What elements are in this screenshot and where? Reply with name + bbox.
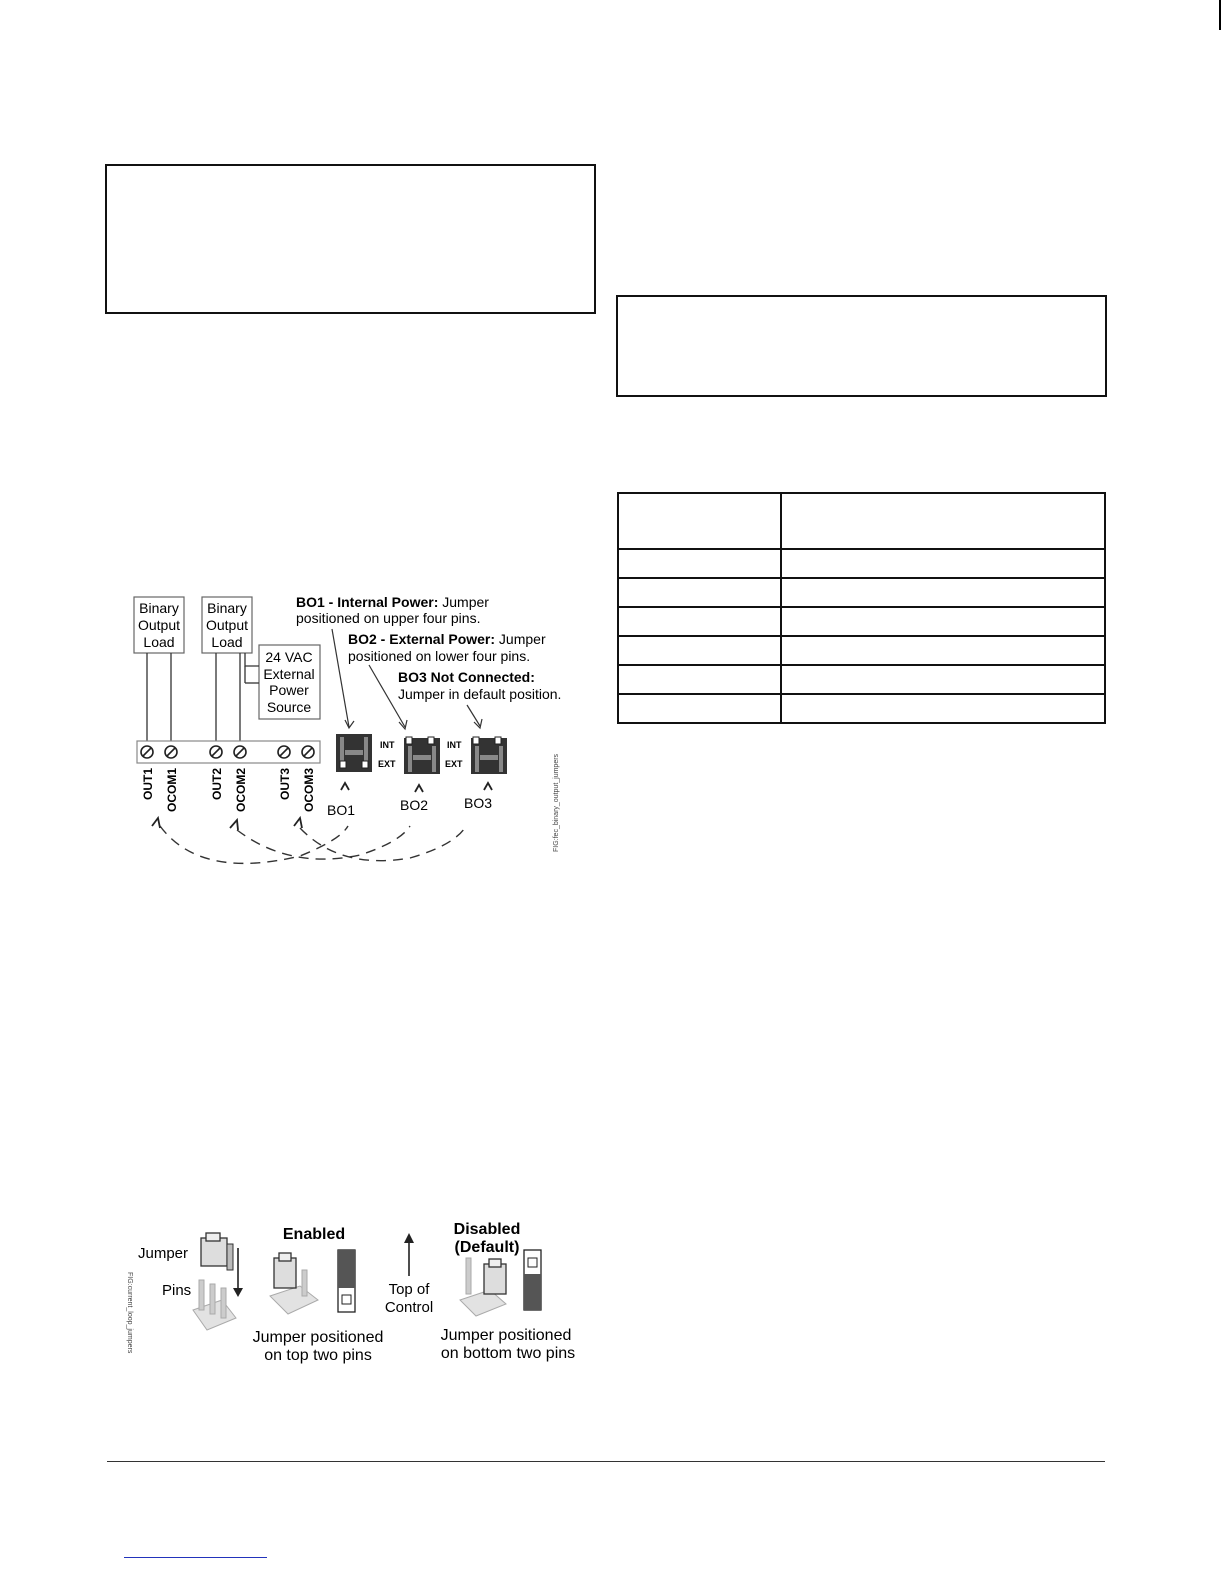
int-label-2: INT xyxy=(447,740,462,750)
power-line4: Source xyxy=(266,699,312,715)
disabled-jumper-icon xyxy=(460,1258,506,1316)
jumper-label-bo2: BO2 xyxy=(399,797,429,813)
pin-header-icon xyxy=(193,1280,236,1330)
bo1-callout-line2: positioned on upper four pins. xyxy=(296,610,481,626)
jumper-label: Jumper xyxy=(138,1245,189,1262)
figure2-code: FIG:current_loop_jumpers xyxy=(126,1272,133,1354)
load2-line1: Binary xyxy=(207,600,247,616)
notice-box-right xyxy=(616,295,1107,397)
terminal-ocom2: OCOM2 xyxy=(234,767,248,812)
jumper-bo3 xyxy=(471,737,507,774)
power-line3: Power xyxy=(269,682,309,698)
page-edge-mark xyxy=(1219,0,1221,30)
table-cell xyxy=(781,549,1105,578)
bo3-callout: BO3 Not Connected: xyxy=(398,669,535,685)
jumper-label-bo3: BO3 xyxy=(463,795,493,811)
bo2-callout: BO2 - External Power: Jumper xyxy=(348,631,546,647)
jumper-bo2 xyxy=(404,737,440,774)
enabled-switch-icon xyxy=(338,1250,355,1312)
jumper-label-bo1: BO1 xyxy=(326,802,356,818)
table-cell xyxy=(618,493,781,549)
table-row xyxy=(618,694,1105,723)
loose-jumper-icon xyxy=(201,1233,233,1270)
enabled-jumper-icon xyxy=(270,1253,318,1314)
up-arrow-head xyxy=(404,1233,414,1243)
jumper-bo1 xyxy=(336,734,372,772)
footer-rule xyxy=(107,1461,1105,1462)
footer-link-underline[interactable] xyxy=(124,1557,267,1558)
load1-line2: Output xyxy=(137,617,181,633)
terminal-arrows xyxy=(152,818,302,830)
table-cell xyxy=(781,694,1105,723)
wires xyxy=(147,653,259,745)
load1-line3: Load xyxy=(143,634,175,650)
table-row xyxy=(618,636,1105,665)
table-cell xyxy=(781,578,1105,607)
table-row xyxy=(618,549,1105,578)
table-cell xyxy=(781,493,1105,549)
association-curves xyxy=(160,826,466,863)
table-cell xyxy=(781,607,1105,636)
down-arrow-head xyxy=(233,1288,243,1297)
table-row xyxy=(618,665,1105,694)
terminal-out1: OUT1 xyxy=(141,767,155,800)
ext-label-1: EXT xyxy=(378,759,396,769)
top-label-1: Top of xyxy=(388,1281,430,1298)
bo1-callout: BO1 - Internal Power: Jumper xyxy=(296,594,489,610)
power-line1: 24 VAC xyxy=(265,649,313,665)
disabled-label-2: (Default) xyxy=(454,1239,520,1256)
int-label-1: INT xyxy=(380,740,395,750)
enabled-caption-1: Jumper positioned xyxy=(252,1329,384,1346)
disabled-label-1: Disabled xyxy=(453,1221,521,1238)
bo2-callout-line2: positioned on lower four pins. xyxy=(348,648,531,664)
bo3-callout-line2: Jumper in default position. xyxy=(398,686,562,702)
table-cell xyxy=(618,549,781,578)
current-loop-jumper-figure xyxy=(125,1215,585,1370)
power-line2: External xyxy=(263,666,315,682)
spec-table xyxy=(617,492,1106,724)
load1-line1: Binary xyxy=(139,600,179,616)
disabled-caption-2: on bottom two pins xyxy=(440,1345,576,1362)
binary-output-jumper-figure xyxy=(120,585,590,870)
ext-label-2: EXT xyxy=(445,759,463,769)
terminal-ocom3: OCOM3 xyxy=(302,767,316,812)
table-row xyxy=(618,607,1105,636)
notice-box-left xyxy=(105,164,596,314)
terminal-out2: OUT2 xyxy=(210,767,224,800)
load2-line2: Output xyxy=(205,617,249,633)
enabled-caption-2: on top two pins xyxy=(264,1347,372,1364)
load2-line3: Load xyxy=(211,634,243,650)
table-cell xyxy=(618,636,781,665)
table-cell xyxy=(618,694,781,723)
terminal-out3: OUT3 xyxy=(278,767,292,800)
table-cell xyxy=(781,665,1105,694)
pins-label: Pins xyxy=(162,1282,192,1299)
disabled-switch-icon xyxy=(524,1250,541,1310)
jumper-arrows xyxy=(341,783,492,792)
terminal-ocom1: OCOM1 xyxy=(165,767,179,812)
table-header-row xyxy=(618,493,1105,549)
top-label-2: Control xyxy=(384,1299,434,1316)
disabled-caption-1: Jumper positioned xyxy=(440,1327,572,1344)
table-cell xyxy=(618,607,781,636)
figure1-code: FIG:fec_binary_output_jumpers xyxy=(553,753,560,852)
table-cell xyxy=(618,665,781,694)
table-row xyxy=(618,578,1105,607)
enabled-label: Enabled xyxy=(282,1226,346,1243)
table-cell xyxy=(781,636,1105,665)
table-cell xyxy=(618,578,781,607)
